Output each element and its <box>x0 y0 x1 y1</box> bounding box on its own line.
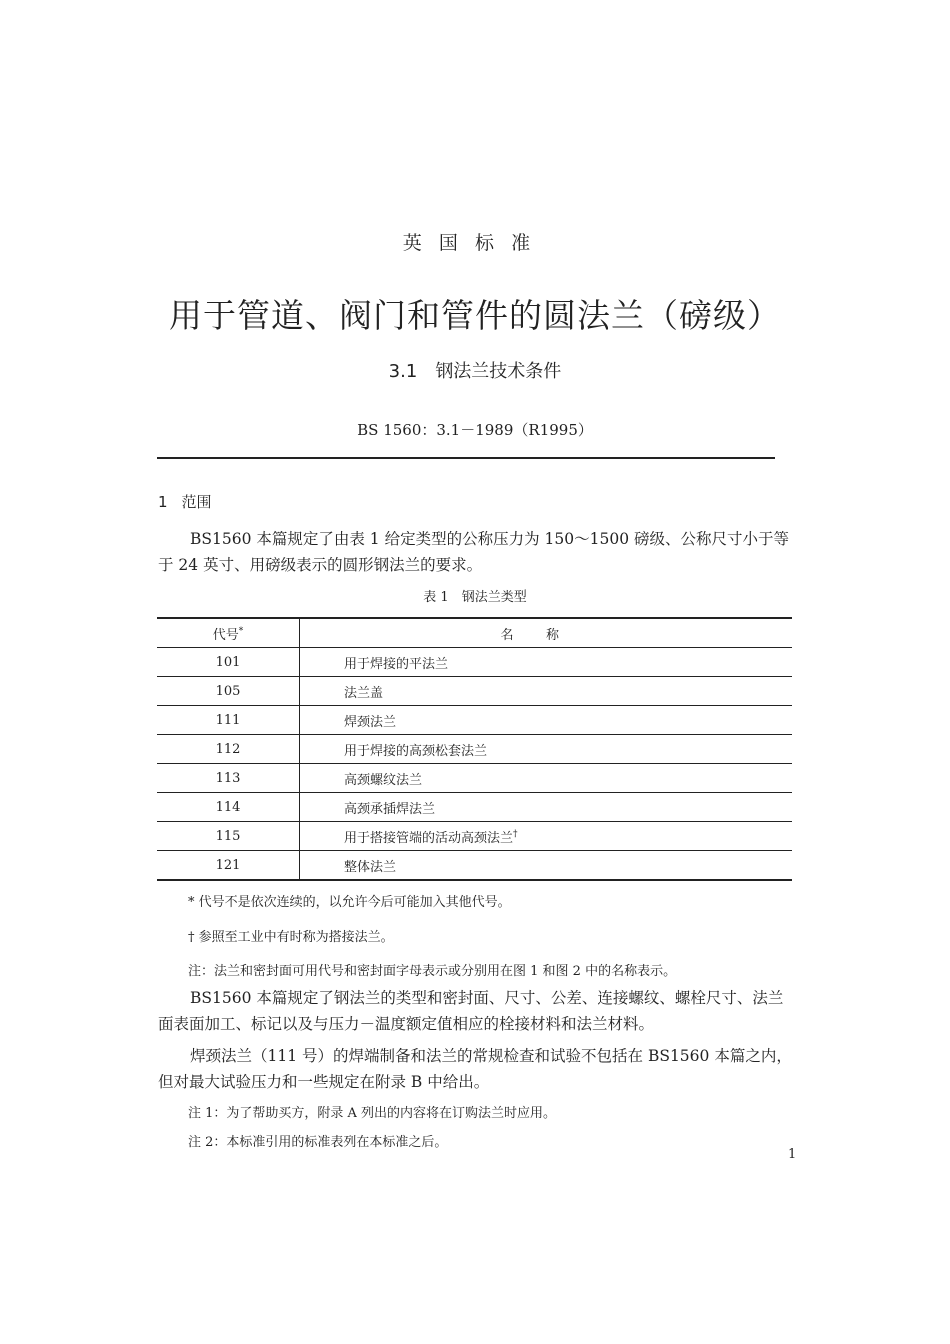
subtitle-number: 3.1 <box>388 361 418 382</box>
cell-name: 用于搭接管端的活动高颈法兰† <box>300 822 793 851</box>
note-1: 注 1：为了帮助买方，附录 A 列出的内容将在订购法兰时应用。 <box>188 1106 557 1121</box>
paragraph-exclusions <box>158 1043 794 1095</box>
cell-code: 113 <box>157 764 300 793</box>
paragraph-text: BS1560 本篇规定了由表 1 给定类型的公称压力为 150～1500 磅级、公称尺寸小于等于 24 英寸、用磅级表示的圆形钢法兰的要求。 <box>158 530 789 574</box>
section-title: 范围 <box>181 493 212 511</box>
subtitle-text: 钢法兰技术条件 <box>435 361 562 382</box>
footnote-lap-joint <box>188 926 394 945</box>
paragraph-content <box>158 985 794 1037</box>
cell-code: 114 <box>157 793 300 822</box>
section-number: 1 <box>158 493 168 511</box>
paragraph-text: BS1560 本篇规定了钢法兰的类型和密封面、尺寸、公差、连接螺纹、螺栓尺寸、法兰面表面加工、标记以及与压力－温度额定值相应的栓接材料和法兰材料。 <box>158 989 784 1033</box>
column-header-code: 代号* <box>157 618 300 648</box>
page-number: 1 <box>788 1147 797 1162</box>
footnote-mark: * <box>188 895 195 910</box>
cell-name: 法兰盖 <box>300 677 793 706</box>
cell-name: 用于焊接的平法兰 <box>300 648 793 677</box>
paragraph-scope <box>158 526 794 578</box>
cell-code: 115 <box>157 822 300 851</box>
note-facing: 注：法兰和密封面可用代号和密封面字母表示或分别用在图 1 和图 2 中的名称表示。 <box>188 964 677 979</box>
standard-code: BS 1560：3.1－1989（R1995） <box>357 421 593 439</box>
table-caption: 表 1 钢法兰类型 <box>423 590 527 605</box>
cell-code: 111 <box>157 706 300 735</box>
cell-name: 用于焊接的高颈松套法兰 <box>300 735 793 764</box>
table-row <box>157 677 792 706</box>
cell-name: 高颈螺纹法兰 <box>300 764 793 793</box>
cell-code: 101 <box>157 648 300 677</box>
section-heading <box>158 491 212 512</box>
footnote-text: 代号不是依次连续的，以允许今后可能加入其他代号。 <box>198 895 511 910</box>
document-subtitle <box>0 357 950 383</box>
cell-code: 121 <box>157 851 300 881</box>
footnote-text: 参照至工业中有时称为搭接法兰。 <box>198 930 394 945</box>
cell-name: 焊颈法兰 <box>300 706 793 735</box>
table-header-row <box>157 618 792 648</box>
footnote-mark: † <box>188 930 195 945</box>
footnote-code <box>188 891 511 910</box>
paragraph-text: 焊颈法兰（111 号）的焊端制备和法兰的常规检查和试验不包括在 BS1560 本篇之内，但对最大试验压力和一些规定在附录 B 中给出。 <box>158 1047 792 1091</box>
cell-code: 105 <box>157 677 300 706</box>
table-row <box>157 706 792 735</box>
cell-code: 112 <box>157 735 300 764</box>
table-row <box>157 822 792 851</box>
cell-name: 高颈承插焊法兰 <box>300 793 793 822</box>
table-row <box>157 851 792 881</box>
table-row <box>157 648 792 677</box>
table-row <box>157 793 792 822</box>
title-divider <box>157 457 775 459</box>
document-header: 英国标准 <box>402 232 548 254</box>
note-2: 注 2：本标准引用的标准表列在本标准之后。 <box>188 1135 448 1150</box>
table-row <box>157 735 792 764</box>
document-title: 用于管道、阀门和管件的圆法兰（磅级） <box>169 296 781 335</box>
table-row <box>157 764 792 793</box>
flange-types-table <box>157 617 792 881</box>
cell-name: 整体法兰 <box>300 851 793 881</box>
column-header-name: 名称 <box>300 618 793 648</box>
